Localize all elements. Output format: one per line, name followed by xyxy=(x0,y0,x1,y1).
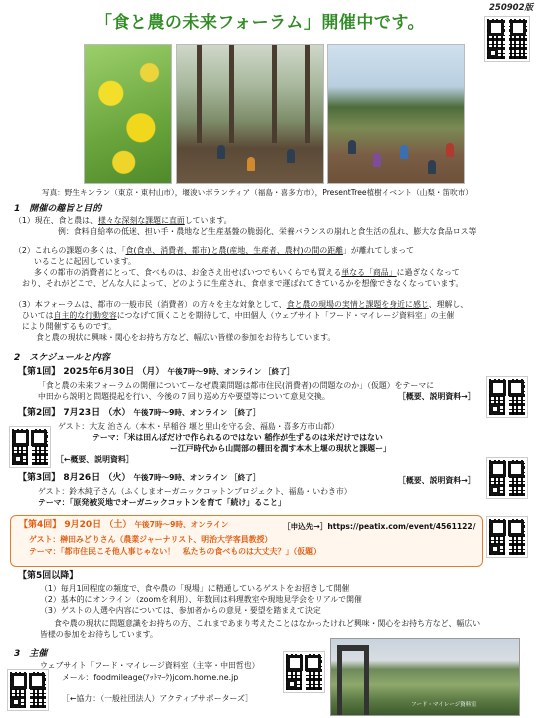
section1-p2-line4: おり、それがどこで、どんな人によって、どのように生産され、食卓まで運ばれてきているかを想像できなくなっています。 xyxy=(22,279,464,288)
bottom-photo-caption: フード・マイレージ資料室 xyxy=(411,701,477,708)
section3-heading: 3 主催 xyxy=(14,649,48,659)
section1-p3-line3: により開催するものです。 xyxy=(22,322,117,331)
photo-caption: 写真：野生キンラン（東京・東村山市），堰浚いボランティア（福島・喜多方市），PresentTree植樹イベント（山梨・笛吹市） xyxy=(42,188,473,197)
session1-line2: 中田から説明と問題提起を行い、今後の７回り巡め方や要望等について意見交換。 xyxy=(38,392,330,401)
section1-p2-line3: 多くの都市の消費者にとって、食べものは、お金さえ出せばいつでもいくらでも買える単なる「商品」に過ぎなくなって xyxy=(34,268,460,277)
qr-code-session4[interactable] xyxy=(487,517,527,557)
organizer-website[interactable]: ウェブサイト「フード・マイレージ資料室（主宰・中田哲也） xyxy=(40,661,260,670)
page-title: 「食と農の未来フォーラム」開催中です。 xyxy=(94,13,426,33)
session3-guest: ゲスト：鈴木純子さん（ふくしまオーガニックコットンプロジェクト、福島・いわき市） xyxy=(38,487,352,496)
session5: 【第5回以降】 xyxy=(18,571,79,581)
session1-line1: 「食と農の未来フォーラムの開催についてーなぜ農業問題は都市住民(消費者)の問題なのか」（仮題）をテーマに xyxy=(38,381,435,390)
session1: 【第1回】 2025年6月30日 （月） 午後7時～9時、オンライン ［終了］ xyxy=(18,367,295,377)
organizer-email[interactable]: メール：foodmileage(ｱｯﾄﾏｰｸ)jcom.home.ne.jp xyxy=(62,673,239,682)
session5-l3: （3）ゲストの人選や内容については、参加者からの意見・要望を踏まえて決定 xyxy=(40,606,321,615)
session5-l1: （1）毎月1回程度の頻度で、食や農の「現場」に精通しているゲストをお招きして開催 xyxy=(40,584,350,593)
session5-l5: 皆様の参加をお待ちしています。 xyxy=(40,630,158,639)
session2-theme1: テーマ：「米は田んぼだけで作られるのではない 稲作が生ずるのは米だけではない xyxy=(92,433,383,442)
session4-guest: ゲスト：榊田みどりさん（農業ジャーナリスト、明治大学客員教授） xyxy=(29,535,273,544)
section1-p2-line2: いることに起因しています。 xyxy=(34,257,136,266)
session5-l4: 食や農の現状に問題意識をお持ちの方、これまであまり考えたことはなかったけれど興味・関心をお持ち方など、幅広い xyxy=(54,619,481,628)
qr-code-session3[interactable] xyxy=(487,458,527,498)
photo-wild-orchid xyxy=(84,44,172,184)
version-label: 250902版 xyxy=(489,3,533,13)
session3-theme: テーマ：「原発被災地でオーガニックコットンを育て「続け」ること」 xyxy=(38,498,286,507)
session1-date: 【第1回】 2025年6月30日 （月） xyxy=(18,367,165,377)
support-organization[interactable]: ［←協力：（一般社団法人）アクティブサポーターズ］ xyxy=(62,694,253,703)
photo-tree-planting xyxy=(327,44,465,184)
session5-l2: （2）基本的にオンライン（zoomを利用）、年数回は料理教室や現地見学会をリアルで開催 xyxy=(40,595,362,604)
photo-rice-field xyxy=(330,638,520,716)
session4-apply-link[interactable]: ［申込先→］https://peatix.com/event/4561122/ xyxy=(283,522,476,531)
session3-link[interactable]: ［概要、説明資料→］ xyxy=(398,476,476,485)
qr-code-session2[interactable] xyxy=(10,427,50,467)
session2-guest: ゲスト：大友 治さん（本木・早稲谷 堰と里山を守る会、福島・喜多方市山都） xyxy=(58,422,339,431)
photo-weir-volunteer xyxy=(176,44,324,184)
qr-code-session1[interactable] xyxy=(487,377,527,417)
session4-date: 【第4回】 9月20日 （土） 午後7時～9時、オンライン xyxy=(19,520,229,530)
section1-p3-line4: 食と農の現状に興味・関心をお持ち方など、幅広い皆様の参加をお待ちしています。 xyxy=(36,333,336,342)
session2-theme2: ー江戸時代から山間部の棚田を潤す本木上堰の現状と課題ー」 xyxy=(170,444,391,453)
session1-link[interactable]: ［概要、説明資料→］ xyxy=(398,392,476,401)
section1-p3: （3）本フォーラムは、都市の一般市民（消費者）の方々を主な対象として、食と農の現場の実情と課題を身近に感じ、理解し、 xyxy=(14,300,469,309)
qr-code-support[interactable] xyxy=(8,670,48,710)
section1-heading: 1 開催の趣旨と目的 xyxy=(14,204,102,214)
section1-p3-line2: ひいては自主的な行動変容につなげて頂くことを期待して、中田個人（ウェブサイト「フード・マイレージ資料室」の主催 xyxy=(22,311,455,320)
section1-p1: （1）現在、食と農は、様々な深刻な課題に直面しています。 xyxy=(14,216,232,225)
session4-box xyxy=(10,515,483,567)
section1-p2: （2）これらの課題の多くは、「食(食卓、消費者、都市)と農(産地、生産者、農村)の間の距離」が離れてしまって xyxy=(14,246,415,255)
qr-code-top[interactable] xyxy=(485,17,529,61)
section1-p1-example: 例：食料自給率の低迷、担い手・農地など生産基盤の脆弱化、栄養バランスの崩れと食生活の乱れ、膨大な食品ロス等 xyxy=(58,227,477,236)
session2-link[interactable]: ［←概要、説明資料］ xyxy=(56,455,134,464)
session3: 【第3回】 8月26日 （火） 午後7時～9時、オンライン ［終了］ xyxy=(18,473,261,483)
qr-code-organizer[interactable] xyxy=(284,652,324,692)
session4-theme: テーマ：「都市住民こそ他人事じゃない！ 私たちの食べものは大丈夫？」（仮題） xyxy=(29,547,321,556)
section2-heading: 2 スケジュールと内容 xyxy=(14,353,110,363)
session2: 【第2回】 7月23日 （水） 午後7時～9時、オンライン ［終了］ xyxy=(18,408,261,418)
